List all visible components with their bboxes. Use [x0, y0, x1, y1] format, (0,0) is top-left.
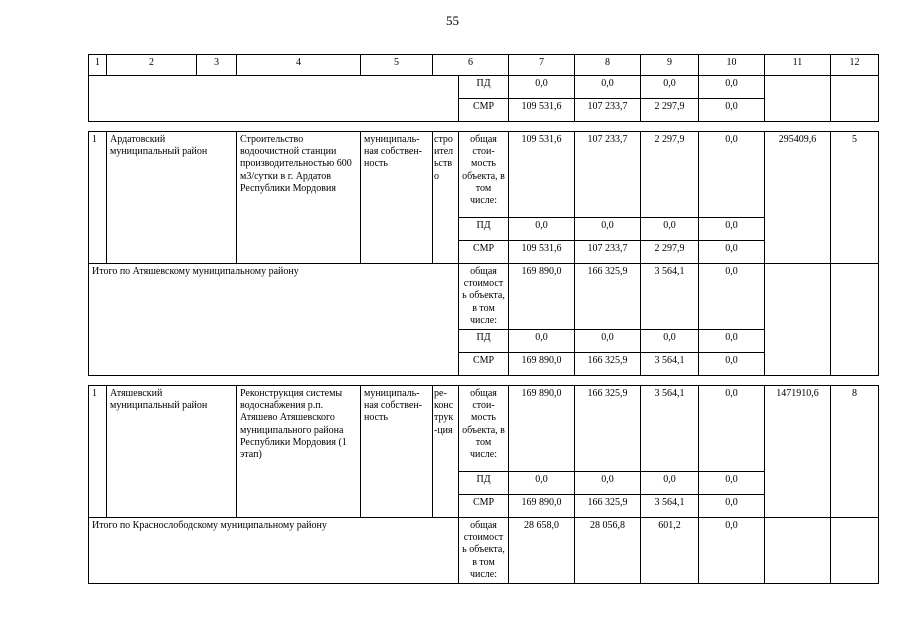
district-name: Ардатовский муниципальный район: [107, 132, 237, 264]
investment-table: [88, 54, 879, 584]
header-cell: 1: [89, 55, 107, 76]
value-cell: 0,0: [699, 471, 765, 494]
project-number: 1: [89, 385, 107, 517]
header-cell: 11: [765, 55, 831, 76]
project-row: [89, 385, 879, 471]
value-cell: 166 325,9: [575, 264, 641, 330]
header-cell: 5: [361, 55, 433, 76]
value-cell: 28 056,8: [575, 517, 641, 583]
table-row: [89, 76, 879, 99]
col11-value: 295409,6: [765, 132, 831, 264]
value-cell: 0,0: [699, 494, 765, 517]
value-cell: 0,0: [641, 329, 699, 352]
col11-value: 1471910,6: [765, 385, 831, 517]
value-cell: 0,0: [699, 99, 765, 122]
value-cell: 0,0: [699, 385, 765, 471]
district-name: Атяшевский муниципальный район: [107, 385, 237, 517]
value-cell: 0,0: [699, 218, 765, 241]
row-label: ПД: [459, 329, 509, 352]
value-cell: 166 325,9: [575, 385, 641, 471]
header-cell: 6: [433, 55, 509, 76]
header-cell: 7: [509, 55, 575, 76]
value-cell: 0,0: [509, 76, 575, 99]
value-cell: 0,0: [509, 218, 575, 241]
work-type: ре-конс трук -ция: [433, 385, 459, 517]
value-cell: 166 325,9: [575, 494, 641, 517]
ownership-type: муниципаль-ная собствен-ность: [361, 132, 433, 264]
header-cell: 10: [699, 55, 765, 76]
value-cell: 166 325,9: [575, 352, 641, 375]
value-cell: 0,0: [699, 76, 765, 99]
value-cell: 0,0: [575, 76, 641, 99]
header-cell: 4: [237, 55, 361, 76]
col12-value: 5: [831, 132, 879, 264]
value-cell: 0,0: [509, 471, 575, 494]
value-cell: 107 233,7: [575, 241, 641, 264]
value-cell: 0,0: [699, 329, 765, 352]
header-cell: 9: [641, 55, 699, 76]
value-cell: 0,0: [575, 471, 641, 494]
row-label: СМР: [459, 99, 509, 122]
value-cell: 601,2: [641, 517, 699, 583]
row-label: общая стоимость объекта, в том числе:: [459, 264, 509, 330]
blank-cell: [831, 517, 879, 583]
header-row: [89, 55, 879, 76]
value-cell: 3 564,1: [641, 385, 699, 471]
blank-cell: [765, 517, 831, 583]
col12-value: 8: [831, 385, 879, 517]
work-type: строительство: [433, 132, 459, 264]
row-label: СМР: [459, 494, 509, 517]
subtotal-row: [89, 264, 879, 330]
value-cell: 0,0: [699, 241, 765, 264]
blank-cell: [89, 76, 459, 122]
value-cell: 107 233,7: [575, 132, 641, 218]
header-cell: 3: [197, 55, 237, 76]
value-cell: 0,0: [699, 132, 765, 218]
value-cell: 109 531,6: [509, 132, 575, 218]
header-cell: 2: [107, 55, 197, 76]
value-cell: 0,0: [699, 352, 765, 375]
blank-cell: [765, 76, 831, 122]
value-cell: 28 658,0: [509, 517, 575, 583]
blank-cell: [831, 76, 879, 122]
value-cell: 2 297,9: [641, 99, 699, 122]
ownership-type: муниципаль-ная собствен-ность: [361, 385, 433, 517]
row-label: общая стои-мость объекта, в том числе:: [459, 132, 509, 218]
value-cell: 0,0: [575, 218, 641, 241]
value-cell: 169 890,0: [509, 264, 575, 330]
row-label: ПД: [459, 218, 509, 241]
value-cell: 3 564,1: [641, 352, 699, 375]
value-cell: 2 297,9: [641, 241, 699, 264]
row-label: общая стоимость объекта, в том числе:: [459, 517, 509, 583]
value-cell: 3 564,1: [641, 494, 699, 517]
value-cell: 169 890,0: [509, 352, 575, 375]
header-cell: 12: [831, 55, 879, 76]
value-cell: 0,0: [641, 76, 699, 99]
row-label: СМР: [459, 241, 509, 264]
row-label: СМР: [459, 352, 509, 375]
header-cell: 8: [575, 55, 641, 76]
row-label: ПД: [459, 471, 509, 494]
object-name: Реконструкция системы водоснабжения р.п. Атяшево Атяшевского муниципального района Республики Мордовия (1 этап): [237, 385, 361, 517]
spacer-row: [89, 375, 879, 385]
spacer-row: [89, 122, 879, 132]
value-cell: 109 531,6: [509, 99, 575, 122]
value-cell: 0,0: [641, 218, 699, 241]
value-cell: 107 233,7: [575, 99, 641, 122]
subtotal-title: Итого по Краснослободскому муниципальному району: [89, 517, 459, 583]
subtotal-row: [89, 517, 879, 583]
blank-cell: [831, 264, 879, 376]
value-cell: 3 564,1: [641, 264, 699, 330]
blank-cell: [765, 264, 831, 376]
project-row: [89, 132, 879, 218]
value-cell: 2 297,9: [641, 132, 699, 218]
project-number: 1: [89, 132, 107, 264]
subtotal-title: Итого по Атяшевскому муниципальному району: [89, 264, 459, 376]
row-label: ПД: [459, 76, 509, 99]
object-name: Строительство водоочистной станции производительностью 600 м3/сутки в г. Ардатов Республики Мордовия: [237, 132, 361, 264]
value-cell: 169 890,0: [509, 385, 575, 471]
value-cell: 0,0: [509, 329, 575, 352]
row-label: общая стои-мость объекта, в том числе:: [459, 385, 509, 471]
value-cell: 0,0: [641, 471, 699, 494]
value-cell: 0,0: [575, 329, 641, 352]
value-cell: 0,0: [699, 264, 765, 330]
page-number: 55: [446, 13, 459, 28]
value-cell: 169 890,0: [509, 494, 575, 517]
value-cell: 0,0: [699, 517, 765, 583]
value-cell: 109 531,6: [509, 241, 575, 264]
